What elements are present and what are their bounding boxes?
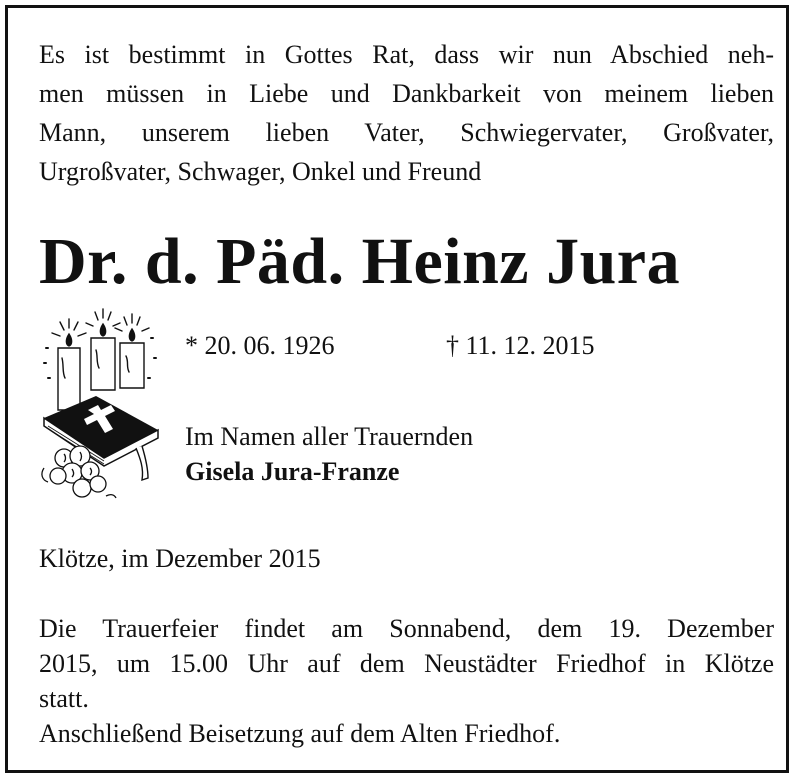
funeral-line: Anschließend Beisetzung auf dem Alten Friedhof. — [39, 719, 561, 748]
deceased-name: Dr. d. Päd. Heinz Jura — [39, 225, 681, 298]
signer-name: Gisela Jura-Franze — [185, 457, 400, 486]
funeral-line: 2015, um 15.00 Uhr auf dem Neustädter Friedhof in Klötze — [39, 649, 774, 678]
intro-line: men müssen in Liebe und Dankbarkeit von meinem lieben — [39, 79, 774, 108]
obituary-notice — [5, 5, 789, 773]
place-date: Klötze, im Dezember 2015 — [39, 544, 321, 573]
death-date: † 11. 12. 2015 — [446, 331, 595, 360]
on-behalf-text: Im Namen aller Trauernden — [185, 422, 474, 451]
birth-date: * 20. 06. 1926 — [185, 331, 335, 360]
funeral-line: statt. — [39, 684, 89, 713]
intro-text — [39, 35, 774, 191]
intro-line: Mann, unserem lieben Vater, Schwiegervater, Großvater, — [39, 118, 774, 147]
intro-line: Urgroßvater, Schwager, Onkel und Freund — [39, 157, 482, 186]
funeral-line: Die Trauerfeier findet am Sonnabend, dem 19. Dezember — [39, 614, 774, 643]
funeral-info — [39, 611, 774, 751]
life-dates — [185, 330, 595, 362]
intro-line: Es ist bestimmt in Gottes Rat, dass wir nun Abschied neh- — [39, 40, 774, 69]
candles-bible-flowers-icon — [36, 308, 166, 503]
